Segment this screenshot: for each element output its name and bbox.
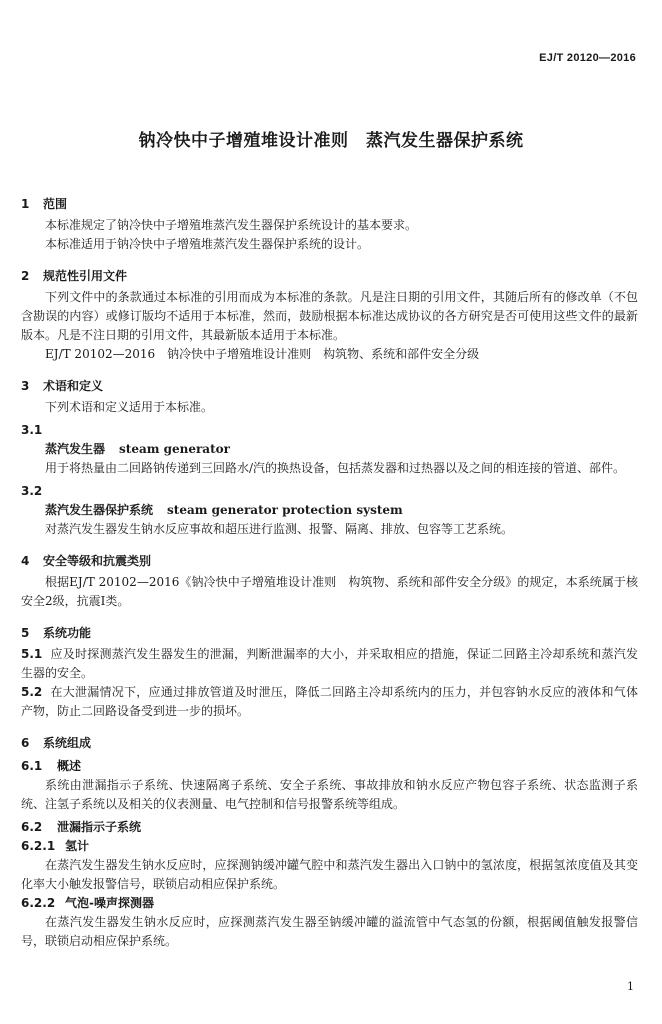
clause-number: 5.1 <box>21 647 43 661</box>
paragraph: 在蒸汽发生器发生钠水反应时，应探测钠缓冲罐气腔中和蒸汽发生器出入口钠中的氢浓度，根据氢浓度值及其变化率大小触发报警信号，联锁启动相应保护系统。 <box>21 858 638 891</box>
clause <box>21 645 638 683</box>
section-heading-4 <box>21 552 638 571</box>
term-chinese: 蒸汽发生器 <box>45 442 106 456</box>
paragraph: 下列术语和定义适用于本标准。 <box>45 400 214 414</box>
clause-text: 在大泄漏情况下，应通过排放管道及时泄压，降低二回路主冷却系统内的压力，并包容钠水反应的液体和气体产物，防止二回路设备受到进一步的损坏。 <box>21 685 638 718</box>
term-entry <box>21 501 638 520</box>
clause-number: 5.2 <box>21 685 43 699</box>
term-chinese: 蒸汽发生器保护系统 <box>45 503 154 517</box>
subsection-number: 6.2 <box>21 820 43 834</box>
section-heading-5 <box>21 624 638 643</box>
paragraph: 下列文件中的条款通过本标准的引用而成为本标准的条款。凡是注日期的引用文件，其随后所有的修改单（不包含勘误的内容）或修订版均不适用于本标准，然而，鼓励根据本标准达成协议的各方研究是否可使用这些文件的最新版本。凡是不注日期的引用文件，其最新版本适用于本标准。 <box>21 290 638 342</box>
section-title: 规范性引用文件 <box>43 269 128 283</box>
subsection-title: 泄漏指示子系统 <box>57 820 142 834</box>
section-number: 2 <box>21 269 30 283</box>
term-number: 3.1 <box>21 423 43 437</box>
section-heading-6 <box>21 734 638 753</box>
section-heading-2 <box>21 267 638 286</box>
section-number: 4 <box>21 554 30 568</box>
subsubsection-heading <box>21 894 638 913</box>
clause <box>21 683 638 721</box>
term-english: steam generator protection system <box>167 503 403 517</box>
subsection-number: 6.1 <box>21 759 43 773</box>
section-number: 1 <box>21 197 30 211</box>
term-definition: 对蒸汽发生器发生钠水反应事故和超压进行监测、报警、隔离、排放、包容等工艺系统。 <box>45 522 514 536</box>
paragraph: 系统由泄漏指示子系统、快速隔离子系统、安全子系统、事故排放和钠水反应产物包容子系统、状态监测子系统、注氢子系统以及相关的仪表测量、电气控制和信号报警系统等组成。 <box>21 778 638 811</box>
term-number: 3.2 <box>21 484 43 498</box>
clause-text: 应及时探测蒸汽发生器发生的泄漏，判断泄漏率的大小，并采取相应的措施，保证二回路主冷却系统和蒸汽发生器的安全。 <box>21 647 638 680</box>
paragraph: 根据EJ/T 20102—2016《钠冷快中子增殖堆设计准则 构筑物、系统和部件安全分级》的规定，本系统属于核安全2级，抗震I类。 <box>21 575 638 608</box>
standard-code: EJ/T 20120—2016 <box>539 52 636 64</box>
paragraph: 在蒸汽发生器发生钠水反应时，应探测蒸汽发生器至钠缓冲罐的溢流管中气态氢的份额，根据阈值触发报警信号，联锁启动相应保护系统。 <box>21 915 638 948</box>
document-title: 钠冷快中子增殖堆设计准则 蒸汽发生器保护系统 <box>138 131 524 151</box>
subsection-heading <box>21 818 638 837</box>
section-title: 术语和定义 <box>43 379 104 393</box>
term-entry <box>21 440 638 459</box>
section-number: 6 <box>21 736 30 750</box>
page-number: 1 <box>627 980 634 993</box>
section-title: 系统功能 <box>43 626 92 640</box>
section-heading-3 <box>21 377 638 396</box>
paragraph: 本标准适用于钠冷快中子增殖堆蒸汽发生器保护系统的设计。 <box>45 237 370 251</box>
document-body <box>21 182 638 951</box>
subsection-heading <box>21 757 638 776</box>
term-definition: 用于将热量由二回路钠传递到三回路水/汽的换热设备，包括蒸发器和过热器以及之间的相连接的管道、部件。 <box>45 461 626 475</box>
subsubsection-title: 气泡-噪声探测器 <box>65 896 154 910</box>
section-title: 系统组成 <box>43 736 92 750</box>
section-title: 安全等级和抗震类别 <box>43 554 152 568</box>
normative-reference: EJ/T 20102—2016 钠冷快中子增殖堆设计准则 构筑物、系统和部件安全分级 <box>45 347 480 361</box>
section-number: 3 <box>21 379 30 393</box>
section-title: 范围 <box>43 197 68 211</box>
term-english: steam generator <box>119 442 230 456</box>
subsubsection-number: 6.2.1 <box>21 839 56 853</box>
subsubsection-title: 氢计 <box>65 839 90 853</box>
section-number: 5 <box>21 626 30 640</box>
paragraph: 本标准规定了钠冷快中子增殖堆蒸汽发生器保护系统设计的基本要求。 <box>45 218 418 232</box>
subsubsection-number: 6.2.2 <box>21 896 56 910</box>
subsection-title: 概述 <box>57 759 82 773</box>
subsubsection-heading <box>21 837 638 856</box>
section-heading-1 <box>21 195 638 214</box>
